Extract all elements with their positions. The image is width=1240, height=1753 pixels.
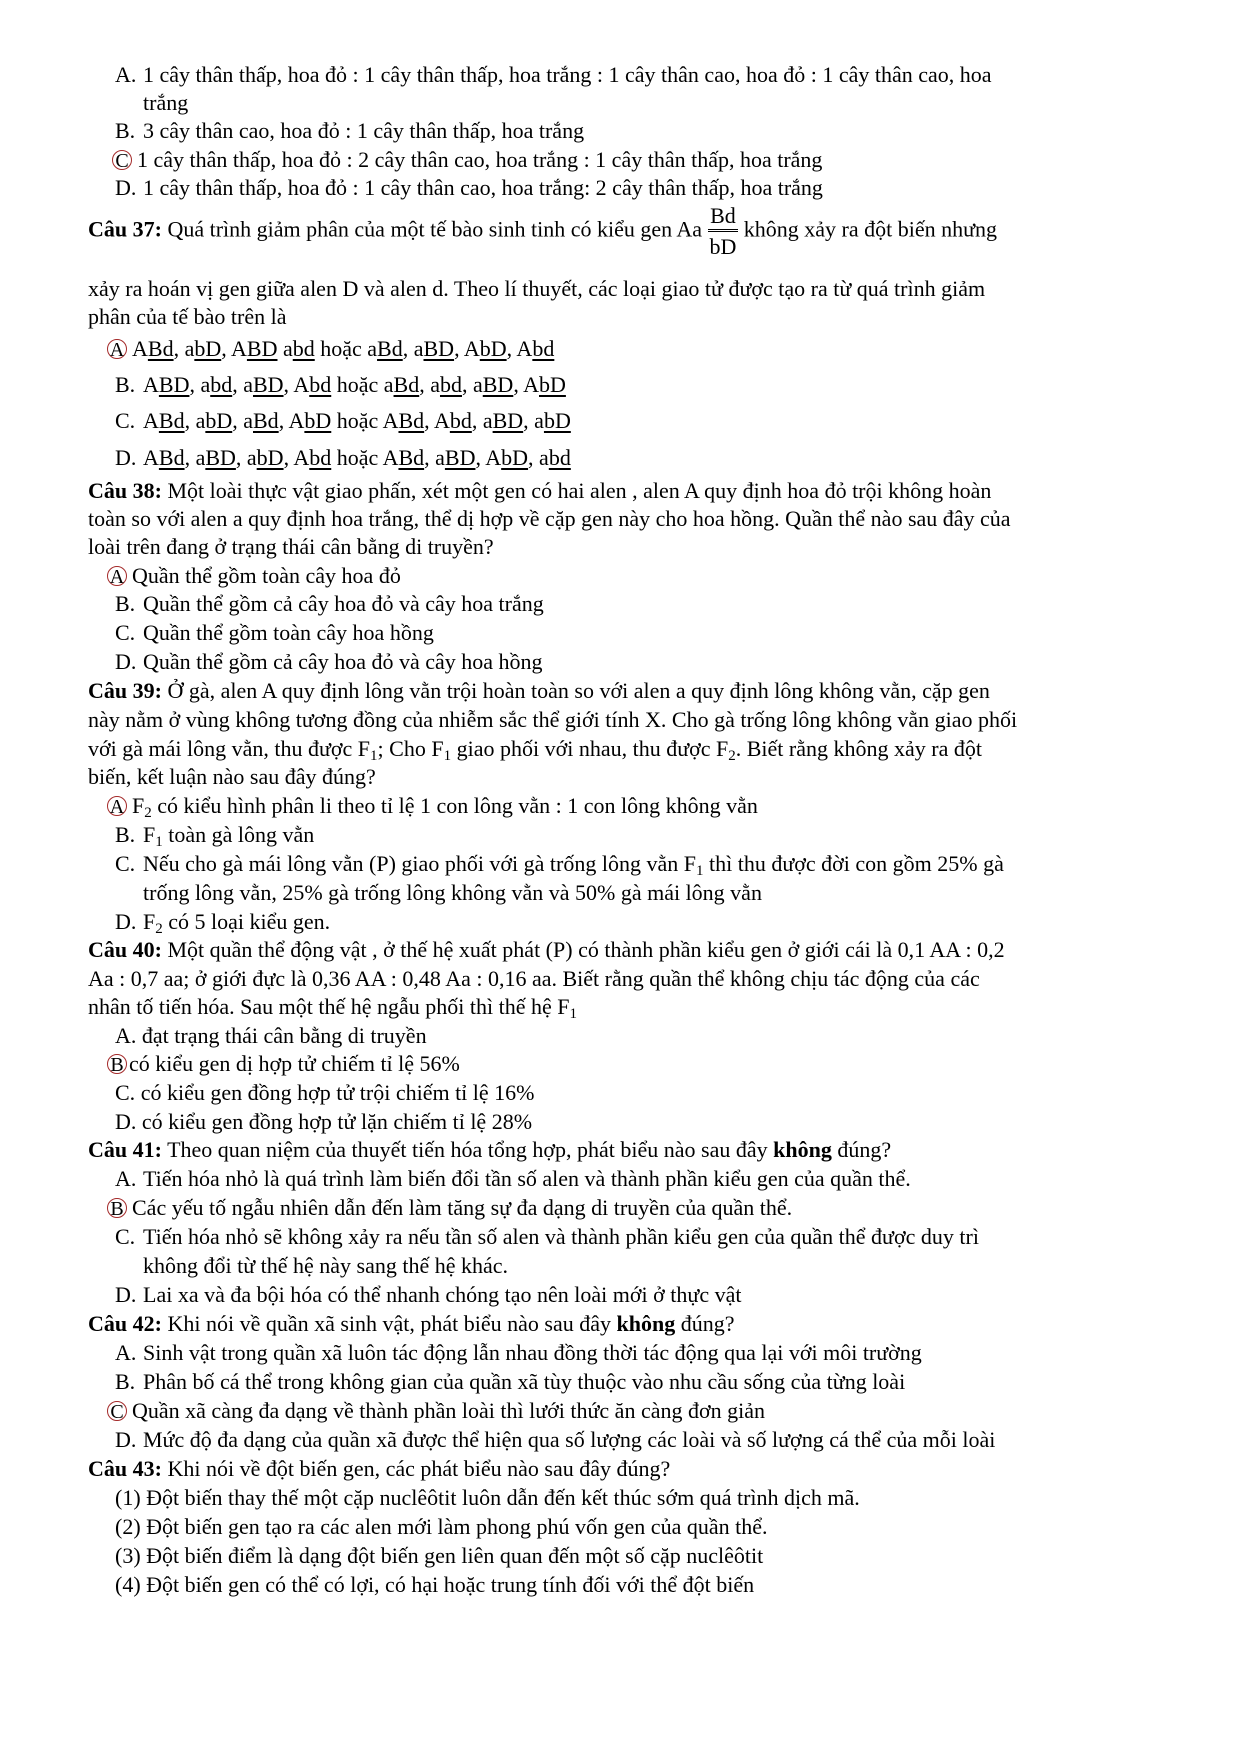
- q38-option-a: [110, 561, 401, 590]
- q39-option-a: [110, 791, 758, 820]
- option-text: Các yếu tố ngẫu nhiên dẫn đến làm tăng sự đa dạng di truyền của quần thể.: [132, 1195, 793, 1220]
- underlined-alleles: BD: [492, 408, 524, 433]
- genotype-text: , a: [471, 408, 493, 433]
- option-letter: B.: [115, 1369, 136, 1394]
- q40-option-a: [115, 1021, 427, 1050]
- option-text: có kiểu gen dị hợp tử chiếm tỉ lệ 56%: [129, 1051, 460, 1076]
- option-text: Mức độ đa dạng của quần xã được thể hiện qua số lượng các loài và số lượng cá thể của mỗi loài: [143, 1427, 996, 1452]
- fraction-numerator: Bd: [708, 205, 738, 232]
- question-text: Một quần thể động vật , ở thế hệ xuất phát (P) có thành phần kiểu gen ở giới cái là 0,1 AA : 0,2: [167, 937, 1005, 962]
- underlined-alleles: bd: [449, 408, 472, 433]
- q43-statement-1: (1) Đột biến thay thế một cặp nuclêôtit luôn dẫn đến kết thúc sớm quá trình dịch mã.: [115, 1485, 860, 1510]
- emphasis-text: không: [773, 1137, 832, 1162]
- question-text: Khi nói về quần xã sinh vật, phát biểu nào sau đây: [167, 1311, 612, 1336]
- option-text: có kiểu hình phân li theo tỉ lệ 1 con lông vằn : 1 con lông không vằn: [157, 793, 758, 818]
- genotype-text: , A: [221, 336, 247, 361]
- q41-option-c-cont: không đổi từ thế hệ này sang thế hệ khác.: [143, 1253, 509, 1278]
- option-letter: D.: [115, 1282, 137, 1307]
- subscript: 2: [144, 805, 152, 821]
- q36-option-b: [115, 116, 584, 145]
- subscript: 2: [728, 748, 736, 764]
- q38-stem-line1: [88, 476, 991, 505]
- option-text: Tiến hóa nhỏ là quá trình làm biến đổi tần số alen và thành phần kiểu gen của quần thể.: [143, 1166, 911, 1191]
- underlined-alleles: bd: [292, 336, 315, 361]
- q42-stem: [88, 1309, 735, 1338]
- underlined-alleles: BD: [482, 372, 514, 397]
- option-letter: C.: [115, 620, 136, 645]
- genotype-text: , A: [506, 336, 533, 361]
- underlined-alleles: bD: [205, 408, 233, 433]
- q40-stem-line1: [88, 935, 1005, 964]
- question-text: Quá trình giảm phân của một tế bào sinh tinh có kiểu gen Aa: [167, 216, 703, 242]
- genotype-text: , A: [283, 445, 310, 470]
- genotype-text: hoặc a: [314, 336, 378, 361]
- option-text: [132, 336, 554, 361]
- genotype-text: a: [277, 336, 293, 361]
- option-text: Quần thể gồm cả cây hoa đỏ và cây hoa hồng: [143, 649, 543, 674]
- q42-option-d: [115, 1425, 995, 1454]
- q36-option-c: [115, 145, 822, 174]
- option-letter: D.: [115, 1109, 137, 1134]
- genotype-text: , A: [513, 372, 539, 397]
- genotype-text: , a: [232, 408, 253, 433]
- option-text: Phân bố cá thể trong không gian của quần xã tùy thuộc vào nhu cầu sống của từng loài: [143, 1369, 906, 1394]
- genotype-text: , a: [235, 445, 257, 470]
- underlined-alleles: bd: [309, 372, 332, 397]
- q38-option-d: [115, 647, 543, 676]
- question-text: Khi nói về đột biến gen, các phát biểu nào sau đây đúng?: [167, 1456, 671, 1481]
- option-letter: D.: [115, 175, 137, 200]
- q43-stem: [88, 1454, 670, 1483]
- option-letter: A.: [115, 1023, 137, 1048]
- option-letter: A.: [115, 62, 137, 87]
- q39-option-c: [115, 849, 1004, 878]
- question-label: Câu 38:: [88, 478, 162, 503]
- q37-option-c: [115, 406, 571, 435]
- underlined-alleles: BD: [158, 372, 190, 397]
- q37-option-a: [110, 334, 554, 363]
- subscript: 1: [569, 1006, 577, 1022]
- underlined-alleles: BD: [246, 336, 278, 361]
- q43-statement-2: (2) Đột biến gen tạo ra các alen mới làm phong phú vốn gen của quần thể.: [115, 1514, 768, 1539]
- question-text: không xảy ra đột biến nhưng: [743, 216, 998, 242]
- underlined-alleles: BD: [252, 372, 284, 397]
- q42-option-a: [115, 1338, 922, 1367]
- genotype-text: hoặc A: [331, 445, 399, 470]
- question-label: Câu 42:: [88, 1311, 162, 1336]
- question-label: Câu 37:: [88, 216, 162, 242]
- q41-option-b: [110, 1193, 792, 1222]
- option-text: Sinh vật trong quần xã luôn tác động lẫn nhau đồng thời tác động qua lại với môi trường: [143, 1340, 922, 1365]
- option-text: có kiểu gen đồng hợp tử trội chiếm tỉ lệ 16%: [140, 1080, 535, 1105]
- genotype-text: , a: [424, 445, 445, 470]
- q40-option-b: [110, 1049, 460, 1078]
- selected-answer-circle: C: [112, 150, 132, 170]
- q37-option-b: [115, 370, 566, 399]
- genotype-text: , a: [523, 408, 544, 433]
- q39-option-b: [115, 820, 314, 849]
- text-part: giao phối với nhau, thu được F: [451, 736, 729, 761]
- option-text: Quần thể gồm toàn cây hoa hồng: [143, 620, 434, 645]
- option-text: đạt trạng thái cân bằng di truyền: [141, 1023, 427, 1048]
- underlined-alleles: Bd: [398, 408, 425, 433]
- underlined-alleles: bD: [543, 408, 571, 433]
- option-letter: A.: [115, 1166, 137, 1191]
- underlined-alleles: Bd: [398, 445, 425, 470]
- option-letter: A.: [115, 1340, 137, 1365]
- question-label: Câu 40:: [88, 937, 162, 962]
- option-text: Nếu cho gà mái lông vằn (P) giao phối với gà trống lông vằn F: [143, 851, 696, 876]
- q38-stem-line2: toàn so với alen a quy định hoa trắng, thể dị hợp về cặp gen này cho hoa hồng. Quần thể nào sau đây của: [88, 506, 1011, 531]
- subscript: 1: [443, 748, 452, 764]
- q39-stem-line2: này nằm ở vùng không tương đồng của nhiễm sắc thể giới tính X. Cho gà trống lông không vằn giao phối: [88, 707, 1018, 732]
- question-label: Câu 41:: [88, 1137, 162, 1162]
- text-part: F: [132, 793, 145, 818]
- option-letter: B.: [115, 118, 136, 143]
- option-text: 3 cây thân cao, hoa đỏ : 1 cây thân thấp, hoa trắng: [143, 118, 585, 143]
- option-text: 1 cây thân thấp, hoa đỏ : 1 cây thân cao, hoa trắng: 2 cây thân thấp, hoa trắng: [143, 175, 823, 200]
- option-text: Quần thể gồm cả cây hoa đỏ và cây hoa trắng: [143, 591, 544, 616]
- genotype-text: , a: [184, 408, 206, 433]
- emphasis-text: không: [616, 1311, 676, 1336]
- option-text: [143, 408, 571, 433]
- question-label: Câu 43:: [88, 1456, 162, 1481]
- genotype-text: , A: [424, 408, 450, 433]
- option-text: toàn gà lông vằn: [168, 822, 315, 847]
- q38-option-b: [115, 589, 544, 618]
- genotype-text: A: [143, 372, 159, 397]
- genotype-text: , A: [454, 336, 480, 361]
- q43-statement-4: (4) Đột biến gen có thể có lợi, có hại hoặc trung tính đối với thể đột biến: [115, 1572, 755, 1597]
- genotype-text: , A: [278, 408, 305, 433]
- genotype-text: , a: [189, 372, 211, 397]
- option-letter: B.: [115, 591, 136, 616]
- option-text: có 5 loại kiểu gen.: [168, 909, 331, 934]
- underlined-alleles: Bd: [393, 372, 420, 397]
- genotype-text: , A: [283, 372, 310, 397]
- q40-stem-line2: Aa : 0,7 aa; ở giới đực là 0,36 AA : 0,48 Aa : 0,16 aa. Biết rằng quần thể không chịu tác động của các: [88, 966, 980, 991]
- genotype-text: , a: [173, 336, 195, 361]
- underlined-alleles: bD: [479, 336, 507, 361]
- q41-option-a: [115, 1164, 911, 1193]
- subscript: 2: [155, 921, 163, 937]
- genotype-text: A: [132, 336, 148, 361]
- option-text: Tiến hóa nhỏ sẽ không xảy ra nếu tần số alen và thành phần kiểu gen của quần thể được duy trì: [143, 1224, 979, 1249]
- selected-answer-circle: C: [107, 1401, 127, 1421]
- q42-option-c: [110, 1396, 765, 1425]
- genotype-text: , a: [402, 336, 424, 361]
- selected-answer-circle: A: [107, 339, 127, 359]
- underlined-alleles: BD: [205, 445, 236, 470]
- q39-option-c-cont: trống lông vằn, 25% gà trống lông không vằn và 50% gà mái lông vằn: [143, 880, 762, 905]
- text-part: F: [143, 909, 156, 934]
- underlined-alleles: bD: [256, 445, 284, 470]
- q37-option-d: [115, 443, 571, 472]
- q39-stem-line1: [88, 676, 990, 705]
- option-letter: B.: [115, 822, 136, 847]
- q40-stem-line3: [88, 992, 577, 1021]
- text-part: F: [143, 822, 156, 847]
- option-text: Lai xa và đa bội hóa có thể nhanh chóng tạo nên loài mới ở thực vật: [143, 1282, 742, 1307]
- genotype-text: A: [143, 408, 159, 433]
- question-text: Theo quan niệm của thuyết tiến hóa tổng hợp, phát biểu nào sau đây: [167, 1137, 768, 1162]
- underlined-alleles: bd: [439, 372, 462, 397]
- subscript: 1: [370, 748, 378, 764]
- question-text: đúng?: [680, 1311, 735, 1336]
- genotype-text: , a: [419, 372, 440, 397]
- genotype-text: , a: [184, 445, 206, 470]
- question-text: Một loài thực vật giao phấn, xét một gen có hai alen , alen A quy định hoa đỏ trội không hoàn: [167, 478, 992, 503]
- underlined-alleles: bd: [548, 445, 571, 470]
- q41-option-d: [115, 1280, 741, 1309]
- underlined-alleles: bD: [304, 408, 332, 433]
- underlined-alleles: Bd: [158, 445, 185, 470]
- genotype-text: A: [143, 445, 159, 470]
- underlined-alleles: BD: [444, 445, 476, 470]
- q36-option-a: [115, 60, 992, 89]
- underlined-alleles: bD: [501, 445, 529, 470]
- genotype-text: hoặc A: [331, 408, 399, 433]
- option-letter: D.: [115, 909, 137, 934]
- q36-option-a-cont: trắng: [143, 90, 189, 115]
- q40-option-c: [115, 1078, 535, 1107]
- q42-option-b: [115, 1367, 905, 1396]
- question-label: Câu 39:: [88, 678, 162, 703]
- selected-answer-circle: A: [107, 796, 127, 816]
- option-text: 1 cây thân thấp, hoa đỏ : 1 cây thân thấp, hoa trắng : 1 cây thân cao, hoa đỏ : 1 cây thân cao, hoa: [143, 62, 992, 87]
- genotype-text: , a: [461, 372, 483, 397]
- q40-option-d: [115, 1107, 532, 1136]
- option-text: Quần xã càng đa dạng về thành phần loài thì lưới thức ăn càng đơn giản: [132, 1398, 765, 1423]
- subscript: 1: [155, 834, 163, 850]
- underlined-alleles: BD: [423, 336, 455, 361]
- question-text: đúng?: [837, 1137, 892, 1162]
- underlined-alleles: Bd: [253, 408, 279, 433]
- option-text: có kiểu gen đồng hợp tử lặn chiếm tỉ lệ 28%: [141, 1109, 533, 1134]
- text-part: ; Cho F: [377, 736, 444, 761]
- q36-option-d: [115, 173, 823, 202]
- genotype-text: , a: [232, 372, 253, 397]
- genotype-fraction: [708, 205, 738, 258]
- q37-stem-line1: [88, 205, 997, 258]
- q39-stem-line3: [88, 734, 982, 763]
- option-letter: D.: [115, 445, 137, 470]
- text-part: nhân tố tiến hóa. Sau một thế hệ ngẫu phối thì thế hệ F: [88, 994, 570, 1019]
- underlined-alleles: bD: [194, 336, 222, 361]
- option-text: 1 cây thân thấp, hoa đỏ : 2 cây thân cao, hoa trắng : 1 cây thân thấp, hoa trắng: [137, 147, 823, 172]
- option-text: [143, 445, 571, 470]
- option-text: Quần thể gồm toàn cây hoa đỏ: [132, 563, 401, 588]
- subscript: 1: [696, 863, 704, 879]
- selected-answer-circle: B: [107, 1198, 127, 1218]
- genotype-text: hoặc a: [331, 372, 394, 397]
- q38-stem-line3: loài trên đang ở trạng thái cân bằng di truyền?: [88, 534, 494, 559]
- q41-option-c: [115, 1222, 979, 1251]
- option-letter: D.: [115, 1427, 137, 1452]
- option-text: [143, 372, 566, 397]
- selected-answer-circle: A: [107, 566, 127, 586]
- underlined-alleles: Bd: [147, 336, 174, 361]
- text-part: . Biết rằng không xảy ra đột: [735, 736, 982, 761]
- genotype-text: , a: [528, 445, 549, 470]
- q37-stem-line3: phân của tế bào trên là: [88, 304, 287, 329]
- fraction-denominator: bD: [709, 234, 737, 259]
- q39-stem-line4: biến, kết luận nào sau đây đúng?: [88, 764, 376, 789]
- underlined-alleles: bd: [532, 336, 555, 361]
- option-text: thì thu được đời con gồm 25% gà: [703, 851, 1004, 876]
- q38-option-c: [115, 618, 434, 647]
- genotype-text: , A: [475, 445, 502, 470]
- underlined-alleles: Bd: [158, 408, 185, 433]
- selected-answer-circle: B: [107, 1054, 127, 1074]
- q39-option-d: [115, 907, 330, 936]
- underlined-alleles: Bd: [377, 336, 403, 361]
- option-letter: D.: [115, 649, 137, 674]
- q43-statement-3: (3) Đột biến điểm là dạng đột biến gen liên quan đến một số cặp nuclêôtit: [115, 1543, 764, 1568]
- underlined-alleles: bd: [309, 445, 332, 470]
- question-text: Ở gà, alen A quy định lông vằn trội hoàn toàn so với alen a quy định lông không vằn, cặp gen: [167, 678, 990, 703]
- underlined-alleles: bd: [210, 372, 233, 397]
- q37-stem-line2: xảy ra hoán vị gen giữa alen D và alen d. Theo lí thuyết, các loại giao tử được tạo ra từ quá trình giảm: [88, 276, 986, 301]
- option-letter: C.: [115, 1080, 136, 1105]
- underlined-alleles: bD: [539, 372, 566, 397]
- text-part: với gà mái lông vằn, thu được F: [88, 736, 371, 761]
- option-letter: C.: [115, 408, 136, 433]
- option-letter: B.: [115, 372, 136, 397]
- q41-stem: [88, 1135, 891, 1164]
- option-letter: C.: [115, 1224, 136, 1249]
- option-letter: C.: [115, 851, 136, 876]
